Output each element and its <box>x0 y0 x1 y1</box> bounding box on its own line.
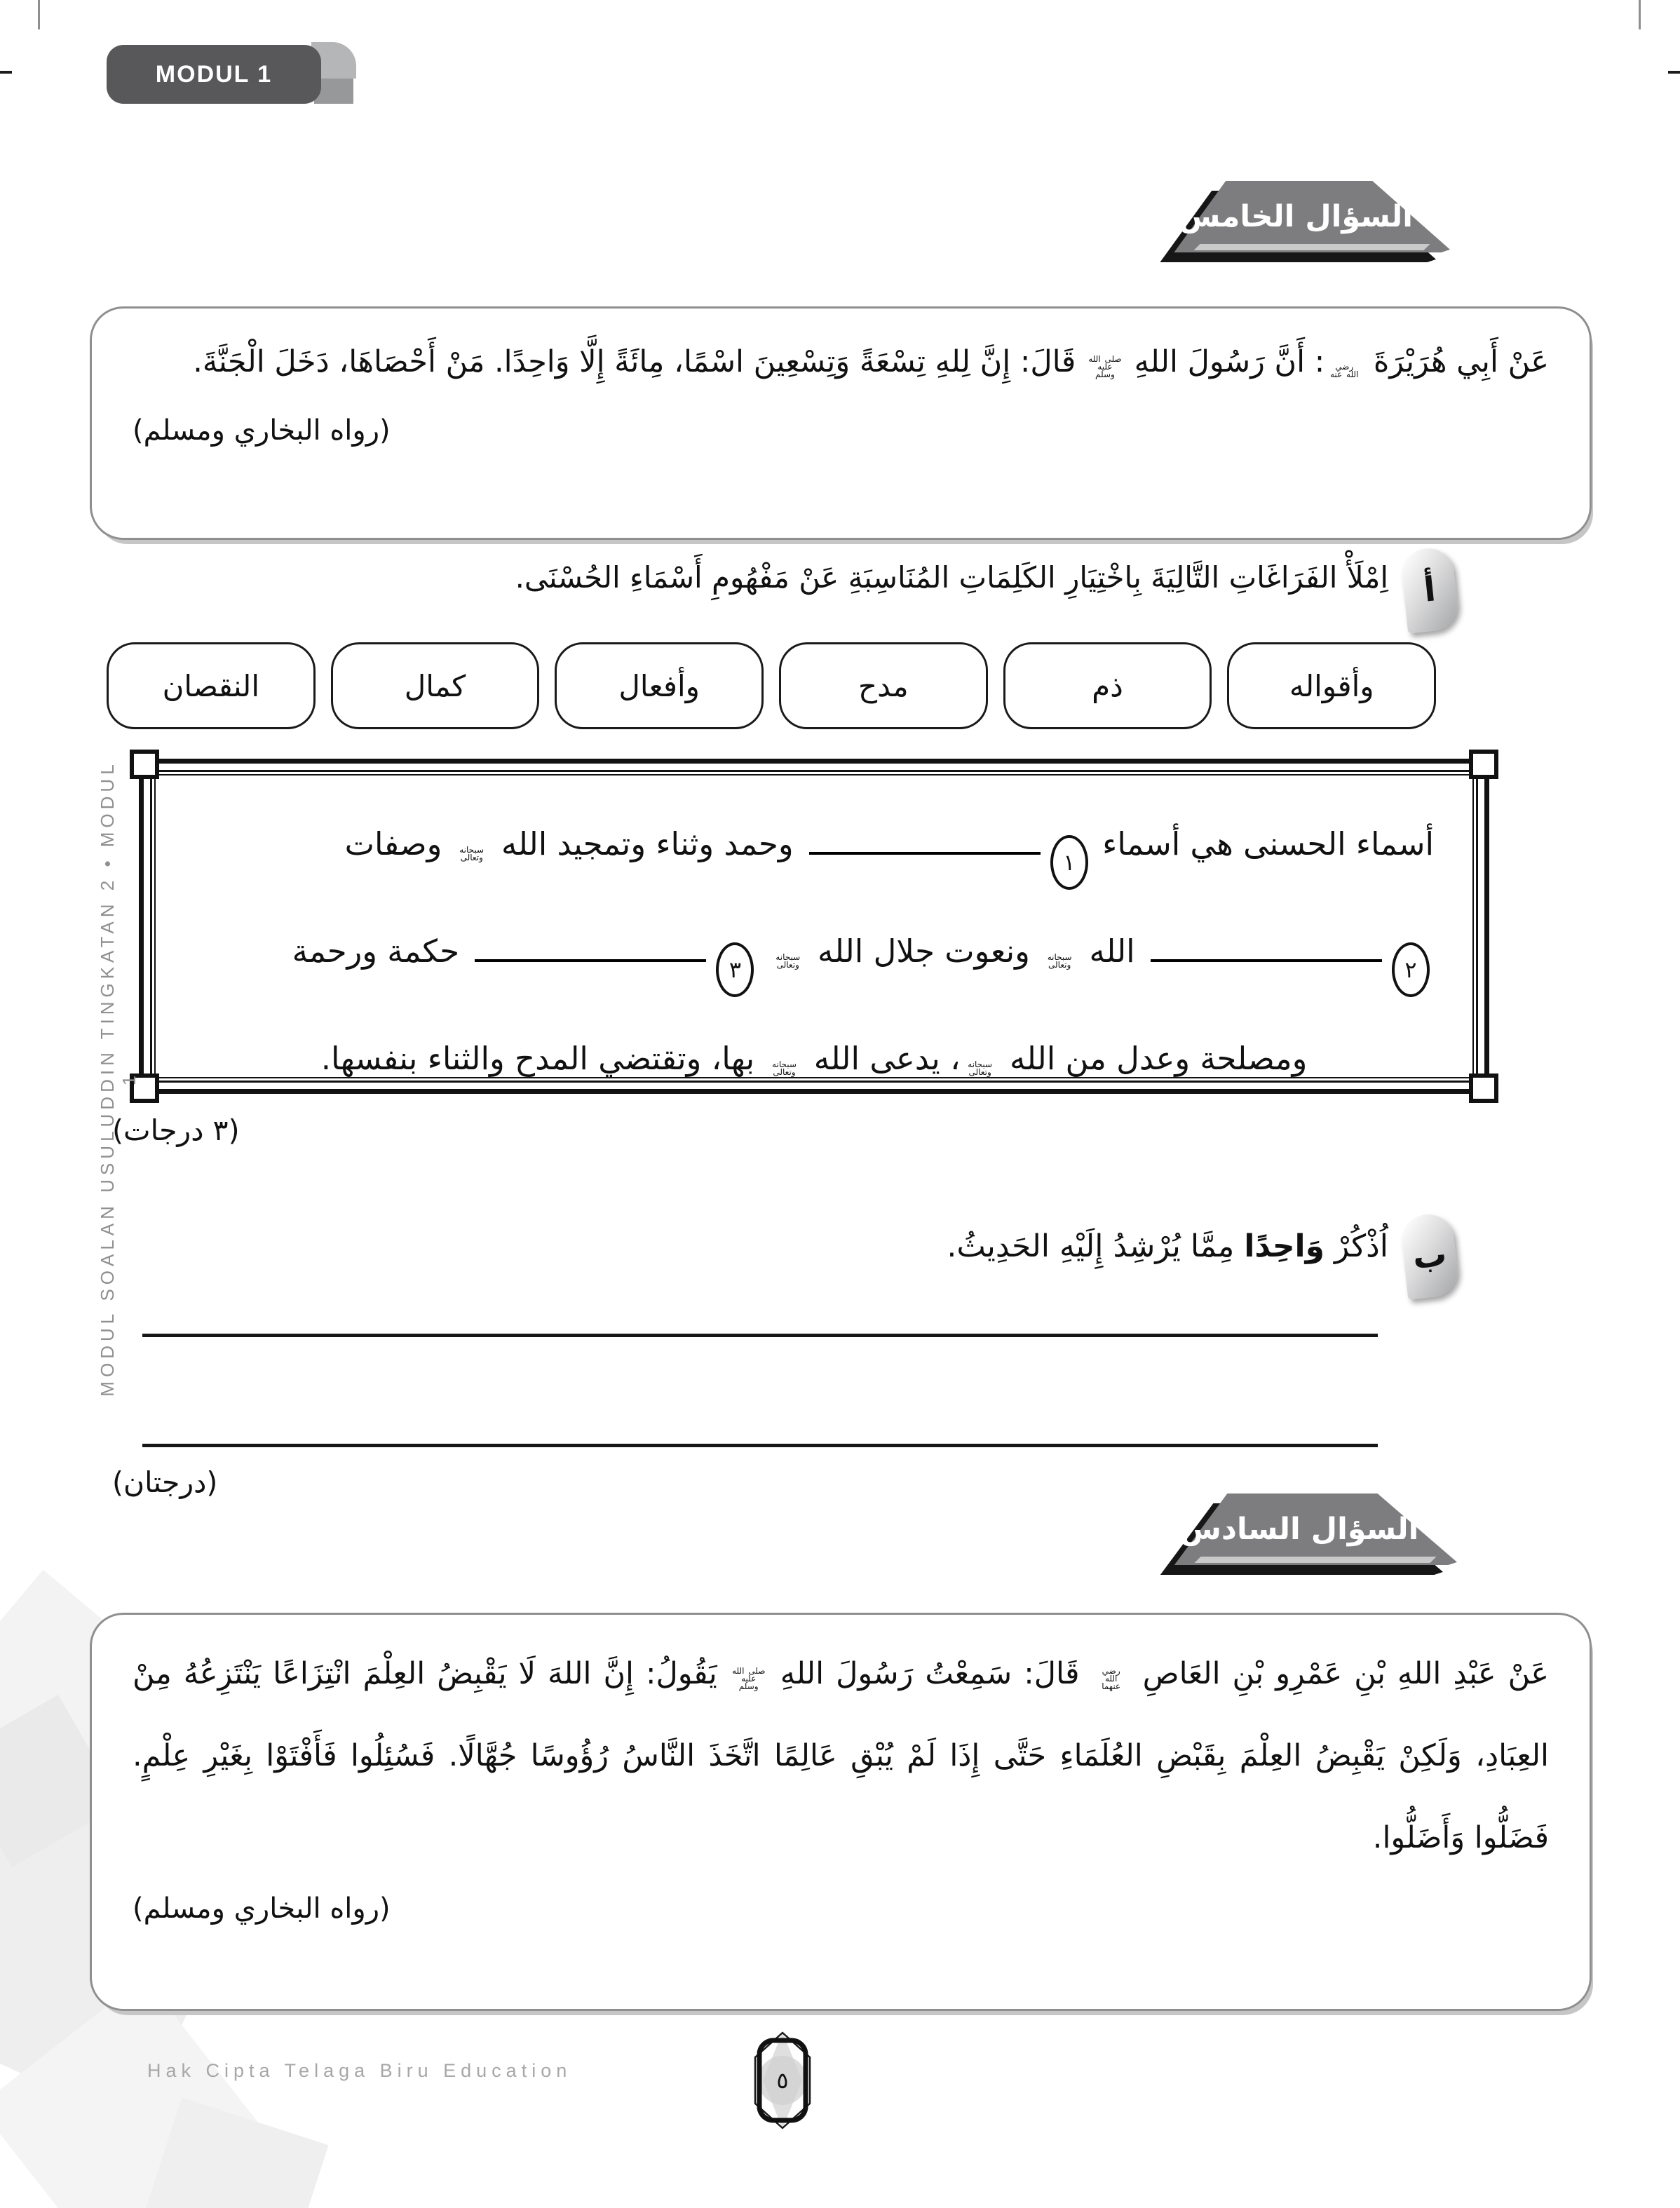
honorific-stamp-icon: سبحانه وتعالى <box>1047 952 1072 970</box>
part-a-label-shield <box>1400 546 1460 633</box>
fill-blank[interactable] <box>1151 935 1382 962</box>
answer-line-2[interactable] <box>142 1444 1378 1447</box>
crop-mark-top-right <box>1639 0 1641 29</box>
text-run: بها، وتقتضي المدح والثناء بنفسها. <box>320 1040 765 1077</box>
hadith-box-q6 <box>90 1613 1592 2011</box>
word-bank <box>107 642 1436 729</box>
text-run: الله <box>1079 933 1145 970</box>
fill-paragraph-line2 <box>194 916 1434 997</box>
fill-paragraph-line3 <box>194 1024 1434 1094</box>
honorific-stamp-icon: رضي الله عنهما <box>1102 1666 1121 1691</box>
honorific-stamp-icon: صلى الله عليه وسلم <box>1088 354 1122 379</box>
blank-number: ٣ <box>716 942 754 997</box>
text-run: ومصلحة وعدل من الله <box>999 1040 1308 1077</box>
text-run: ، يدعى الله <box>804 1040 961 1077</box>
text-run: وَاحِدًا <box>1244 1228 1325 1264</box>
ornate-corner-icon <box>1469 750 1498 779</box>
blank-number: ١ <box>1050 835 1088 890</box>
word-bank-item: وأقواله <box>1227 642 1436 729</box>
word-bank-item: مدح <box>779 642 988 729</box>
hadith-text-q6 <box>133 1633 1549 1879</box>
word-bank-item: وأفعال <box>555 642 764 729</box>
crop-mark-left <box>0 71 12 74</box>
question5-banner <box>1163 181 1450 252</box>
text-run: ونعوت جلال الله <box>807 933 1041 970</box>
answer-line-1[interactable] <box>142 1334 1378 1337</box>
text-run: مِمَّا يُرْشِدُ إِلَيْهِ الحَدِيثُ. <box>947 1228 1245 1264</box>
text-run: يَقُولُ: إِنَّ اللهَ لَا يَقْبِضُ العِلْمَ انْتِزَاعًا يَنْتَزِعُهُ مِنْ العِبَادِ، وَلَكِنْ يَقْبِضُ العِلْمَ بِقَبْضِ العُلَمَاءِ حَتَّى إِذَا لَمْ يُبْقِ عَالِمًا اتَّخَذَ النَّاسُ رُؤُوسًا جُهَّالًا. فَسُئِلُوا فَأَفْتَوْا بِغَيْرِ عِلْمٍ. فَضَلُّوا وَأَضَلُّوا. <box>133 1656 1549 1855</box>
fill-blank[interactable] <box>809 828 1041 855</box>
ornate-frame-inner <box>154 774 1474 1078</box>
text-run <box>758 933 768 970</box>
hadith-box-q5 <box>90 306 1592 540</box>
honorific-stamp-icon: سبحانه وتعالى <box>459 845 485 862</box>
footer-copyright: Hak Cipta Telaga Biru Education <box>147 2060 572 2081</box>
crop-mark-right <box>1668 71 1680 74</box>
sidebar-vertical-text: MODUL SOALAN USULUDDIN TINGKATAN 2 • MODUL 1 <box>97 760 140 1397</box>
question6-banner <box>1163 1494 1457 1565</box>
honorific-stamp-icon: سبحانه وتعالى <box>775 952 801 970</box>
text-run: أسماء الحسنى هي أسماء <box>1092 825 1434 862</box>
part-a-instruction: اِمْلَأْ الفَرَاغَاتِ التَّالِيَةَ بِاخْتِيَارِ الكَلِمَاتِ المُنَاسِبَةِ عَنْ مَفْهُومِ أَسْمَاءِ الحُسْنَى. <box>515 560 1388 595</box>
ornate-frame <box>139 759 1489 1094</box>
blank-number: ٢ <box>1392 942 1430 997</box>
text-run: عَنْ عَبْدِ اللهِ بْنِ عَمْرِو بْنِ العَاصِ <box>1130 1656 1549 1691</box>
text-run: حكمة ورحمة <box>292 933 470 970</box>
text-run: قَالَ: سَمِعْتُ رَسُولَ اللهِ <box>768 1656 1092 1691</box>
question5-banner-label: السؤال الخامس <box>1178 199 1414 234</box>
hadith-text-q5 <box>133 323 1549 401</box>
text-run: عَنْ أَبِي هُرَيْرَةَ <box>1364 344 1549 379</box>
marks-part-b: (درجتان) <box>112 1465 218 1499</box>
crop-mark-top-left <box>38 0 40 29</box>
word-bank-item: كمال <box>331 642 540 729</box>
honorific-stamp-icon: سبحانه وتعالى <box>772 1059 797 1077</box>
honorific-stamp-icon: رضي الله عنه <box>1330 362 1359 379</box>
word-bank-item: ذم <box>1003 642 1212 729</box>
ornate-frame-mid <box>150 770 1478 1083</box>
honorific-stamp-icon: سبحانه وتعالى <box>968 1059 993 1077</box>
fill-paragraph-line1 <box>194 809 1434 890</box>
part-b-label-shield <box>1400 1212 1460 1299</box>
hadith-source-q5: (رواه البخاري ومسلم) <box>133 414 391 447</box>
text-run: قَالَ: إِنَّ لِلهِ تِسْعَةً وَتِسْعِينَ اسْمًا، مِائَةً إِلَّا وَاحِدًا. مَنْ أَحْصَاهَا، دَخَلَ الْجَنَّةَ. <box>193 344 1085 379</box>
word-bank-item: النقصان <box>107 642 316 729</box>
text-run: اُذْكُرْ <box>1324 1228 1388 1264</box>
part-b-label: ب <box>1411 1234 1449 1278</box>
part-a-label: أ <box>1421 569 1438 610</box>
honorific-stamp-icon: صلى الله عليه وسلم <box>732 1666 766 1691</box>
text-run: وصفات <box>344 825 452 862</box>
ornate-corner-icon <box>1469 1073 1498 1103</box>
text-run: وحمد وثناء وتمجيد الله <box>491 825 804 862</box>
page-number-ornament <box>749 2031 816 2130</box>
page-number: ٥ <box>776 2067 789 2094</box>
fill-blank[interactable] <box>475 935 706 962</box>
text-run: : أَنَّ رَسُولَ اللهِ <box>1124 344 1325 379</box>
part-b-question <box>168 1228 1388 1264</box>
marks-part-a: (٣ درجات) <box>112 1113 240 1147</box>
question6-banner-label: السؤال السادس <box>1179 1512 1419 1547</box>
hadith-source-q6: (رواه البخاري ومسلم) <box>133 1892 391 1925</box>
module-badge-label: MODUL 1 <box>107 45 321 104</box>
module-badge <box>107 42 356 105</box>
